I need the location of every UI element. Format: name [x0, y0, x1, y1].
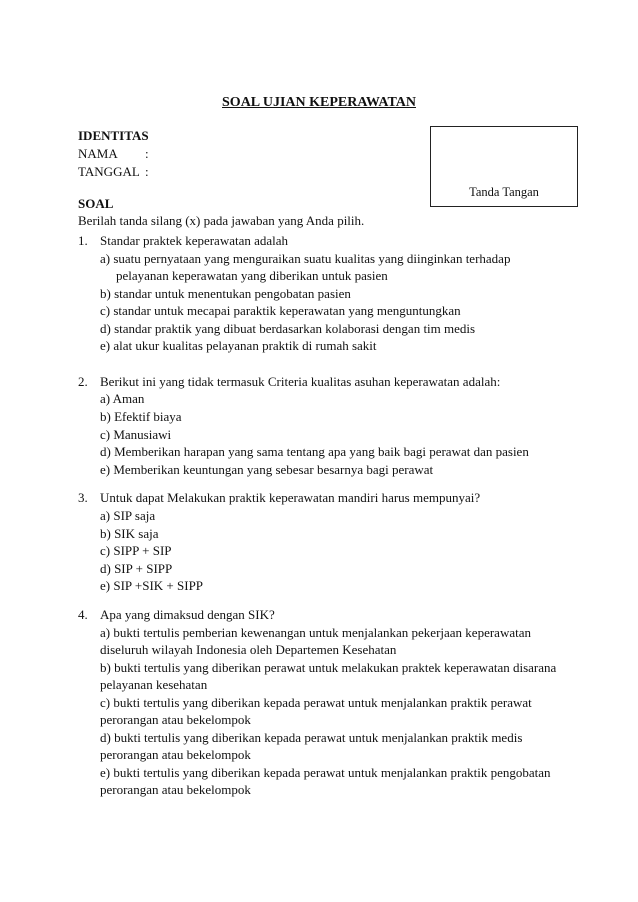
answer-option: a) SIP saja — [100, 508, 156, 523]
answer-option: c) Manusiawi — [100, 427, 172, 442]
tanggal-label: TANGGAL — [78, 164, 140, 179]
signature-box — [430, 126, 578, 207]
answer-option: c) bukti tertulis yang diberikan kepada perawat untuk menjalankan praktik perawat — [100, 695, 532, 710]
question-text: Berikut ini yang tidak termasuk Criteria kualitas asuhan keperawatan adalah: — [100, 374, 501, 389]
answer-option: a) bukti tertulis pemberian kewenangan untuk menjalankan pekerjaan keperawatan — [100, 625, 531, 640]
question-number: 2. — [78, 374, 88, 389]
answer-option: d) SIP + SIPP — [100, 561, 173, 576]
answer-option: e) alat ukur kualitas pelayanan praktik di rumah sakit — [100, 338, 377, 353]
question-number: 4. — [78, 607, 88, 622]
page-title: SOAL UJIAN KEPERAWATAN — [222, 95, 416, 110]
answer-option-continuation: perorangan atau bekelompok — [100, 782, 251, 797]
identitas-heading: IDENTITAS — [78, 128, 149, 143]
signature-label: Tanda Tangan — [469, 185, 539, 199]
soal-heading: SOAL — [78, 196, 114, 211]
answer-option-continuation: pelayanan keperawatan yang diberikan untuk pasien — [116, 268, 388, 283]
answer-option: c) SIPP + SIP — [100, 543, 172, 558]
answer-option: d) Memberikan harapan yang sama tentang apa yang baik bagi perawat dan pasien — [100, 444, 529, 459]
soal-instruction: Berilah tanda silang (x) pada jawaban yang Anda pilih. — [78, 213, 365, 228]
answer-option-continuation: pelayanan kesehatan — [100, 677, 208, 692]
nama-colon: : — [145, 146, 149, 161]
answer-option: b) Efektif biaya — [100, 409, 182, 424]
answer-option: b) bukti tertulis yang diberikan perawat untuk melakukan praktek keperawatan disarana — [100, 660, 557, 675]
question-text: Standar praktek keperawatan adalah — [100, 233, 289, 248]
answer-option: a) suatu pernyataan yang menguraikan suatu kualitas yang diinginkan terhadap — [100, 251, 511, 266]
answer-option: e) Memberikan keuntungan yang sebesar besarnya bagi perawat — [100, 462, 434, 477]
nama-label: NAMA — [78, 146, 118, 161]
answer-option: e) bukti tertulis yang diberikan kepada perawat untuk menjalankan praktik pengobatan — [100, 765, 551, 780]
question-text: Apa yang dimaksud dengan SIK? — [100, 607, 275, 622]
answer-option: c) standar untuk mecapai paraktik keperawatan yang menguntungkan — [100, 303, 461, 318]
answer-option-continuation: perorangan atau bekelompok — [100, 712, 251, 727]
answer-option: d) bukti tertulis yang diberikan kepada perawat untuk menjalankan praktik medis — [100, 730, 523, 745]
question-number: 1. — [78, 233, 88, 248]
answer-option-continuation: perorangan atau bekelompok — [100, 747, 251, 762]
question-number: 3. — [78, 490, 88, 505]
tanggal-colon: : — [145, 164, 149, 179]
answer-option: b) standar untuk menentukan pengobatan pasien — [100, 286, 351, 301]
answer-option: a) Aman — [100, 391, 145, 406]
answer-option: d) standar praktik yang dibuat berdasarkan kolaborasi dengan tim medis — [100, 321, 476, 336]
question-text: Untuk dapat Melakukan praktik keperawatan mandiri harus mempunyai? — [100, 490, 481, 505]
answer-option: b) SIK saja — [100, 526, 159, 541]
answer-option-continuation: diseluruh wilayah Indonesia oleh Departemen Kesehatan — [100, 642, 397, 657]
answer-option: e) SIP +SIK + SIPP — [100, 578, 204, 593]
